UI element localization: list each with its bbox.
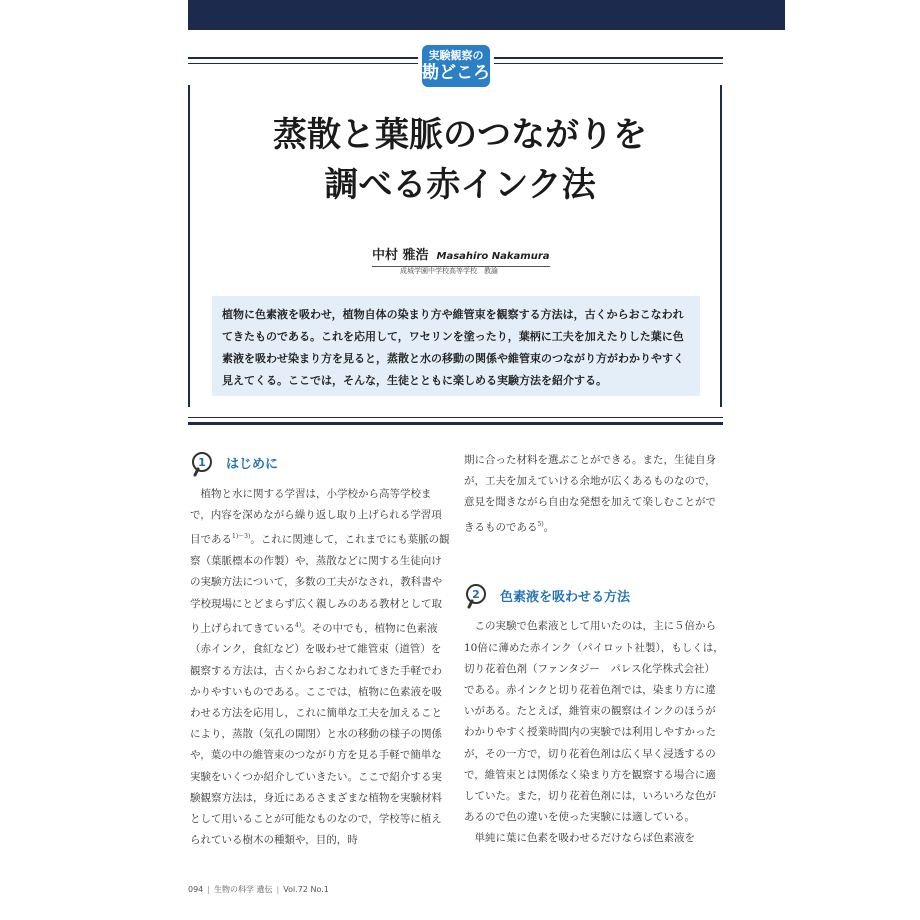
section-heading-1	[190, 450, 450, 480]
author-name: 中村 雅浩	[372, 248, 429, 263]
frame-top-rule-thick	[188, 57, 418, 59]
author	[372, 244, 550, 267]
title-line2: 調べる赤インク法	[324, 165, 596, 205]
column-right	[464, 450, 724, 850]
journal-volume: Vol.72 No.1	[283, 885, 329, 894]
magnifier-icon	[464, 582, 494, 612]
section1-continued	[464, 450, 724, 538]
journal-name: 生物の科学 遺伝	[213, 885, 273, 894]
magnifier-icon	[190, 450, 220, 480]
citation-4: 4)	[295, 621, 302, 629]
author-name-en: Masahiro Nakamura	[436, 251, 550, 262]
footer-separator: |	[276, 885, 280, 894]
section2-paragraph-1: この実験で色素液として用いたのは，主に５倍から10倍に薄めた赤インク（パイロット社製），もしくは，切り花着色剤（ファンタジー パレス化学株式会社）である。赤インクと切り花着色剤では，染まり方に違いがある。たとえば，維管束の観察はインクのほうがわかりやすく授業時間内の実験では利用しやすかったが，その一方で，切り花着色剤は広く早く浸透するので，維管束とは関係なく染まり方を観察する場合に適していた。また，切り花着色剤には，いろいろな色があるので色の違いを使った実験には適している。	[464, 620, 724, 824]
column-left	[190, 450, 450, 851]
feature-badge	[422, 45, 490, 87]
continued-text-b: 。	[543, 521, 555, 534]
section1-text-a: 植物と水に関する学習は，小学校から高等学校まで，内容を深めながら繰り返し取り上げられる学習項目である	[190, 488, 442, 546]
abstract: 植物に色素液を吸わせ，植物自体の染まり方や維管束を観察する方法は，古くからおこなわれてきたものである。これを応用して，ワセリンを塗ったり，葉柄に工夫を加えたりした葉に色素液を吸わせ染まり方を見ると，蒸散と水の移動の関係や維管束のつながり方がわかりやすく見えてくる。ここでは，そんな，生徒とともに楽しめる実験方法を紹介する。	[212, 296, 700, 396]
frame-top-rule-thin	[188, 63, 418, 64]
continued-text-a: 期に合った材料を選ぶことができる。また，生徒自身が，工夫を加えていける余地が広くあるものなので，意見を聞きながら自由な発想を加えて楽しむことができるものである	[464, 454, 716, 534]
title-line1: 蒸散と葉脈のつながりを	[273, 115, 647, 155]
page-footer	[188, 884, 329, 895]
section-title-2: 色素液を吸わせる方法	[500, 589, 631, 605]
citation-5: 5)	[537, 520, 544, 528]
article-title	[190, 110, 730, 210]
badge-line1: 実験観察の	[428, 49, 484, 62]
frame-top-rule-thick-right	[494, 57, 723, 59]
section1-text-b: 。これに関連して，これまでにも葉脈の観察（葉脈標本の作製）や，蒸散などに関する生徒向けの実験方法について，多数の工夫がなされ，教科書や学校現場にとどまらず広く親しみのある教材として取り上げられてきている	[190, 533, 450, 635]
frame-bottom-rule-thin	[188, 417, 723, 418]
section2-paragraph-2: 単純に葉に色素を吸わせるだけならば色素液を	[474, 832, 695, 845]
section1-paragraph	[190, 484, 450, 851]
citation-1-3: 1)～3)	[232, 533, 251, 541]
page-number: 094	[188, 885, 204, 894]
badge-line2: 勘どころ	[422, 63, 490, 83]
section-heading-2	[464, 582, 724, 612]
frame-top-rule-thin-right	[494, 63, 723, 64]
section1-text-c: 。その中でも，植物に色素液（赤インク，食紅など）を吸わせて維管束（道管）を観察する方法は，古くからおこなわれてきた手軽でわかりやすいものである。ここでは，植物に色素液を吸わせる方法を応用し，これに簡単な工夫を加えることにより，蒸散（気孔の開閉）と水の移動の様子の関係や，葉の中の維管束のつながり方を見る手軽で簡単な実験をいくつか紹介していきたい。ここで紹介する実験観察方法は，身近にあるさまざまな植物を実験材料として用いることが可能なものなので，学校等に植えられている樹木の種類や，目的，時	[190, 622, 442, 847]
header-bar	[188, 0, 785, 30]
author-affiliation: 成城学園中学校高等学校 教諭	[400, 267, 498, 275]
footer-separator: |	[207, 885, 210, 894]
section-title-1: はじめに	[226, 457, 279, 473]
section-number-1: 1	[198, 456, 206, 469]
section-number-2: 2	[472, 588, 480, 602]
frame-bottom-rule-thick	[188, 422, 723, 425]
